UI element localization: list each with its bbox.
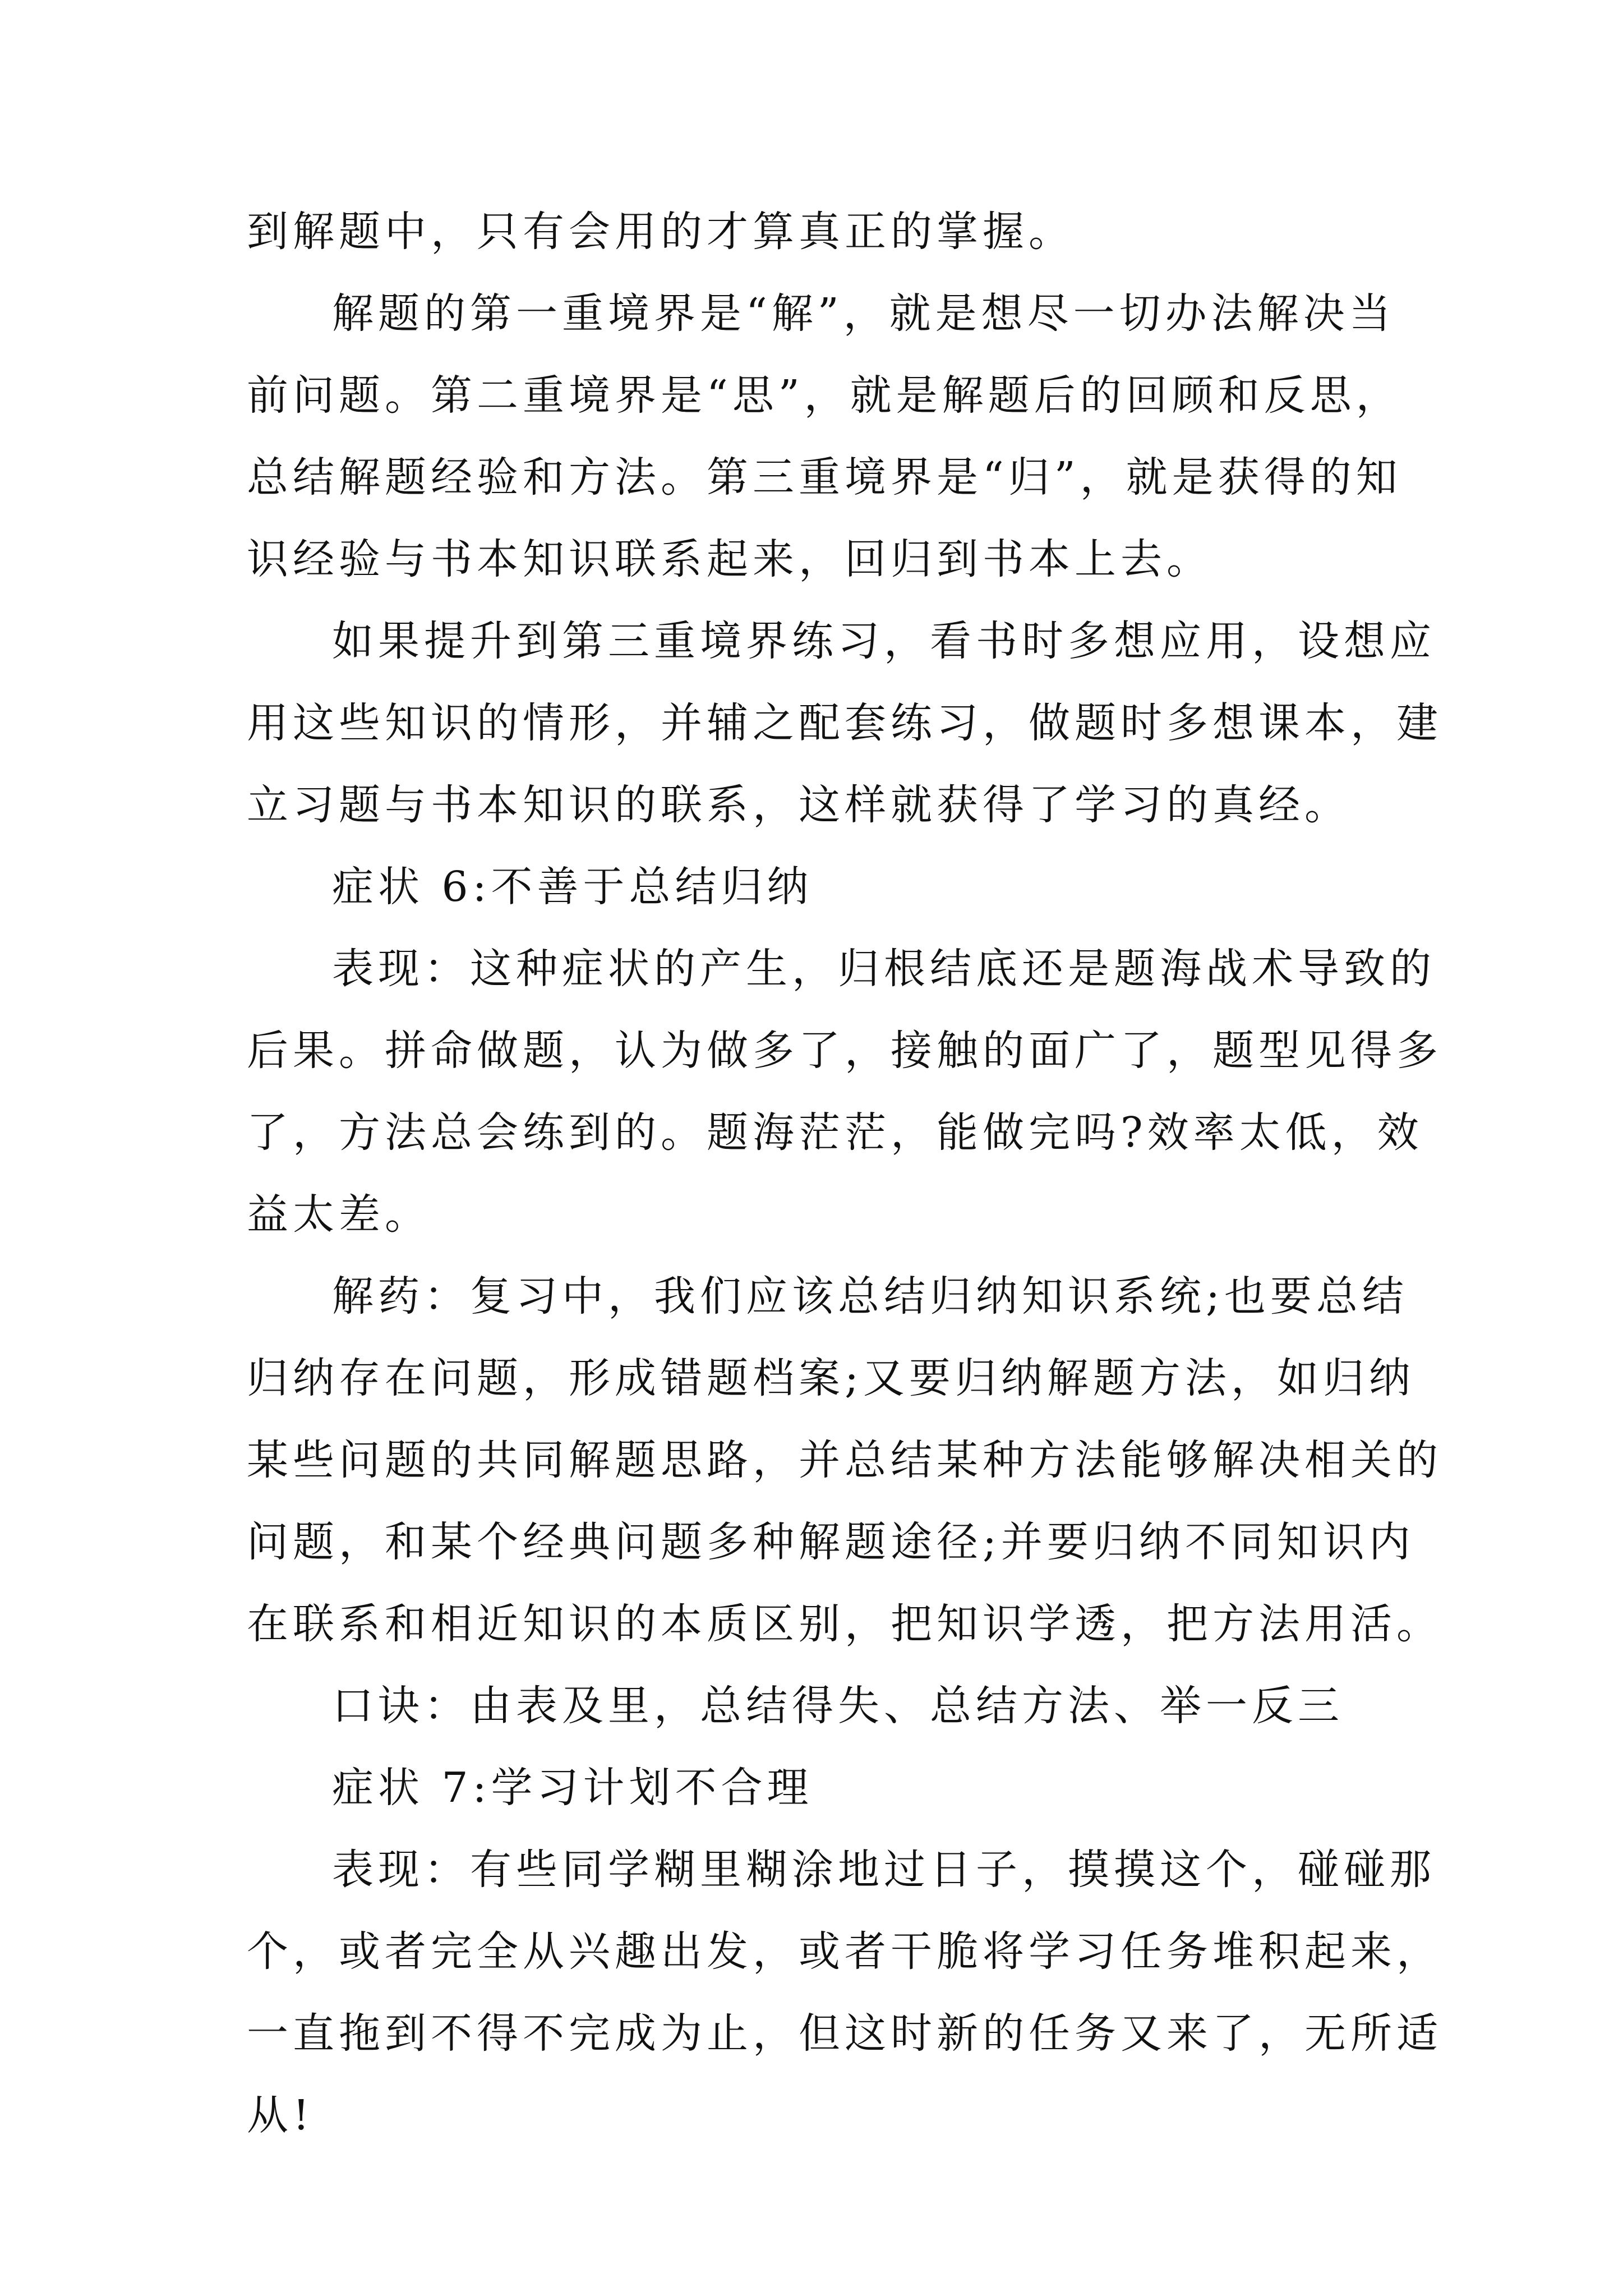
text-line: 总结解题经验和方法。第三重境界是“归”，就是获得的知 (247, 453, 1402, 501)
text-line: 在联系和相近知识的本质区别，把知识学透，把方法用活。 (247, 1600, 1442, 1648)
text-line: 如果提升到第三重境界练习，看书时多想应用，设想应 (332, 617, 1436, 665)
text-line: 立习题与书本知识的联系，这样就获得了学习的真经。 (247, 781, 1350, 829)
text-line: 用这些知识的情形，并辅之配套练习，做题时多想课本，建 (247, 699, 1442, 747)
text-line: 识经验与书本知识联系起来，回归到书本上去。 (247, 535, 1212, 583)
text-line: 到解题中，只有会用的才算真正的掌握。 (247, 208, 1075, 256)
text-line: 问题，和某个经典问题多种解题途径;并要归纳不同知识内 (247, 1518, 1415, 1566)
text-line: 益太差。 (247, 1190, 431, 1239)
text-line: 归纳存在问题，形成错题档案;又要归纳解题方法，如归纳 (247, 1354, 1415, 1402)
text-line: 口诀：由表及里，总结得失、总结方法、举一反三 (332, 1682, 1344, 1730)
text-line: 了，方法总会练到的。题海茫茫，能做完吗?效率太低，效 (247, 1108, 1423, 1157)
text-line: 解题的第一重境界是“解”，就是想尽一切办法解决当 (332, 289, 1395, 338)
text-line: 表现：这种症状的产生，归根结底还是题海战术导致的 (332, 945, 1436, 993)
text-line: 解药：复习中，我们应该总结归纳知识系统;也要总结 (332, 1272, 1408, 1320)
text-line: 某些问题的共同解题思路，并总结某种方法能够解决相关的 (247, 1436, 1442, 1484)
text-line: 症状 7:学习计划不合理 (332, 1764, 813, 1812)
text-line: 表现：有些同学糊里糊涂地过日子，摸摸这个，碰碰那 (332, 1846, 1436, 1894)
text-line: 从! (247, 2091, 314, 2139)
body-text (247, 191, 1442, 2156)
text-line: 症状 6:不善于总结归纳 (332, 863, 813, 911)
text-line: 前问题。第二重境界是“思”，就是解题后的回顾和反思， (247, 371, 1402, 420)
text-line: 个，或者完全从兴趣出发，或者干脆将学习任务堆积起来， (247, 1927, 1442, 1976)
text-line: 一直拖到不得不完成为止，但这时新的任务又来了，无所适 (247, 2009, 1442, 2058)
text-line: 后果。拼命做题，认为做多了，接触的面广了，题型见得多 (247, 1027, 1442, 1075)
